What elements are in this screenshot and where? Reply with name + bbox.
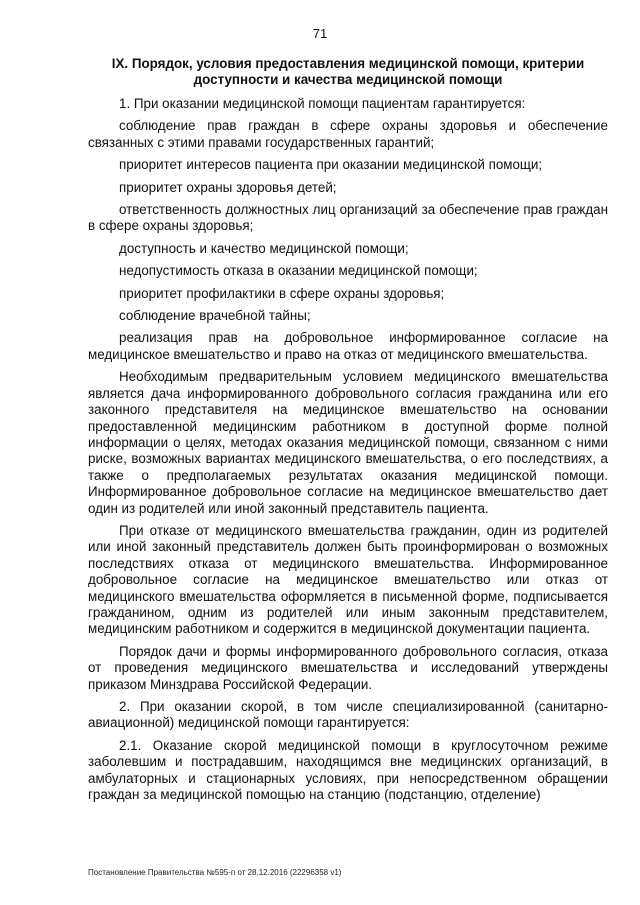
document-body	[88, 56, 608, 809]
paragraph-emergency-care-intro: 2. При оказании скорой, в том числе специализированной (санитарно-авиационной) медицинской помощи гарантируется:	[88, 699, 608, 731]
paragraph-refusal-procedure: При отказе от медицинского вмешательства гражданин, один из родителей или иной законный представитель должен быть проинформирован о возможных последствиях отказа от медицинского вмешательства. Информированное добровольное согласие на медицинское вмешательство или отказ от медицинского вмешательства оформляется в письменной форме, подписывается гражданином, одним из родителей или иным законным представителем, медицинским работником и содержится в медицинской документации пациента.	[88, 522, 608, 637]
section-heading: IX. Порядок, условия предоставления медицинской помощи, критерии доступности и качества медицинской помощи	[111, 56, 585, 87]
paragraph-consent-forms: Порядок дачи и формы информированного добровольного согласия, отказа от проведения медицинского вмешательства и исследований утверждены приказом Минздрава Российской Федерации.	[88, 643, 608, 692]
paragraph-no-refusal: недопустимость отказа в оказании медицинской помощи;	[119, 263, 478, 279]
paragraph-availability-quality: доступность и качество медицинской помощи;	[119, 240, 409, 256]
document-footer: Постановление Правительства №595-п от 28.12.2016 (22296358 v1)	[88, 868, 342, 877]
paragraph-official-responsibility: ответственность должностных лиц организаций за обеспечение прав граждан в сфере охраны здоровья;	[88, 202, 608, 234]
paragraph-informed-consent-rights: реализация прав на добровольное информированное согласие на медицинское вмешательство и право на отказ от медицинского вмешательства.	[88, 330, 608, 362]
paragraph-emergency-care-2-1: 2.1. Оказание скорой медицинской помощи в круглосуточном режиме заболевшим и пострадавшим, находящимся вне медицинских организаций, в амбулаторных и стационарных условиях, при непосредственном обращении граждан за медицинской помощью на станцию (подстанцию, отделение)	[88, 737, 608, 803]
paragraph-guarantees-intro: 1. При оказании медицинской помощи пациентам гарантируется:	[119, 96, 526, 111]
paragraph-patient-priority: приоритет интересов пациента при оказании медицинской помощи;	[119, 157, 543, 173]
paragraph-medical-secrecy: соблюдение врачебной тайны;	[119, 308, 311, 324]
paragraph-consent-precondition: Необходимым предварительным условием медицинского вмешательства является дача информированного добровольного согласия гражданина или его законного представителя на медицинское вмешательство на основании предоставленной медицинским работником в доступной форме полной информации о целях, методах оказания медицинской помощи, связанном с ними риске, возможных вариантах медицинского вмешательства, о его последствиях, а также о предполагаемых результатах оказания медицинской помощи. Информированное добровольное согласие на медицинское вмешательство дает один из родителей или иной законный представитель пациента.	[88, 369, 608, 516]
paragraph-citizen-rights: соблюдение прав граждан в сфере охраны здоровья и обеспечение связанных с этими правами государственных гарантий;	[88, 118, 608, 150]
paragraph-child-health: приоритет охраны здоровья детей;	[119, 179, 337, 195]
page-number: 71	[312, 26, 328, 41]
paragraph-prevention-priority: приоритет профилактики в сфере охраны здоровья;	[119, 285, 445, 301]
